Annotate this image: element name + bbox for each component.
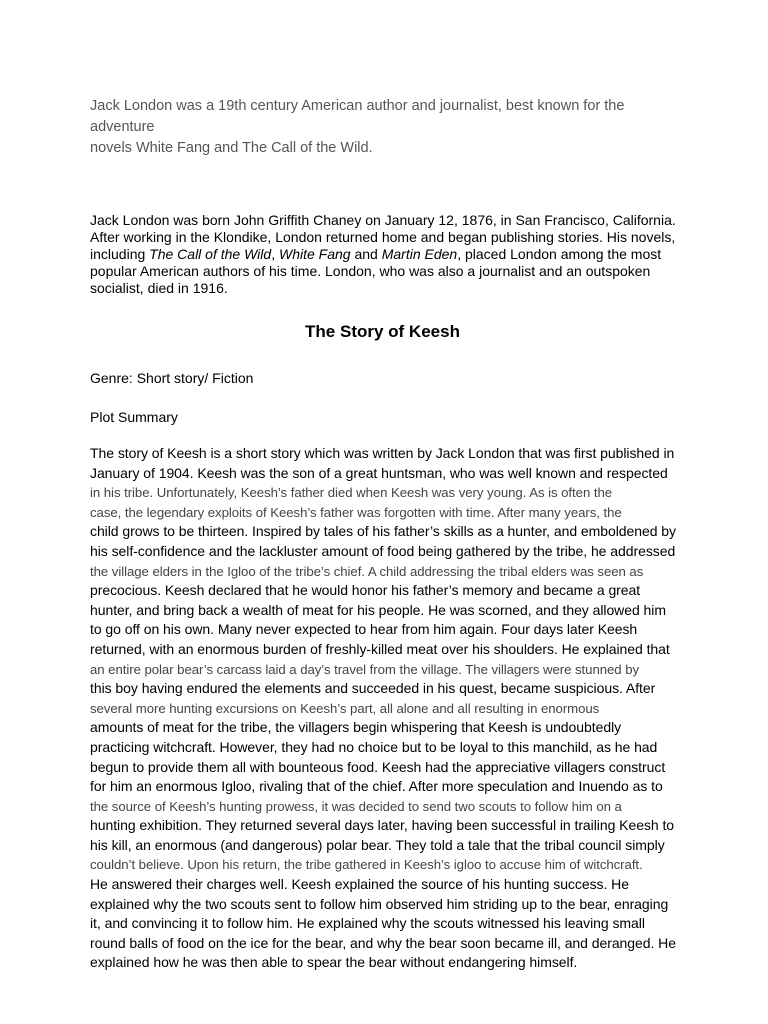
- summary-line: January of 1904. Keesh was the son of a great huntsman, who was well known and respected: [90, 464, 668, 481]
- summary-line: amounts of meat for the tribe, the villagers begin whispering that Keesh is undoubtedly: [90, 719, 622, 736]
- bio-line: popular American authors of his time. London, who was also a journalist and an outspoken: [90, 263, 651, 279]
- bio-text: including: [90, 246, 150, 262]
- summary-line: for him an enormous Igloo, rivaling that of the chief. After more speculation and Inuendo as to: [90, 778, 663, 795]
- summary-line: an entire polar bear’s carcass laid a day’s travel from the village. The villagers were stunned by: [90, 661, 640, 677]
- book-title: The Call of the Wild: [149, 246, 272, 262]
- summary-line: practicing witchcraft. However, they had no choice but to be loyal to this manchild, as he had: [90, 738, 658, 755]
- book-title: White Fang: [278, 246, 351, 262]
- summary-line: precocious. Keesh declared that he would honor his father’s memory and became a great: [90, 582, 641, 599]
- summary-line: to go off on his own. Many never expected to hear from him again. Four days later Keesh: [90, 621, 638, 638]
- summary-line: The story of Keesh is a short story which was written by Jack London that was first published in: [90, 445, 675, 461]
- summary-line: child grows to be thirteen. Inspired by tales of his father’s skills as a hunter, and emboldened by: [90, 523, 676, 540]
- summary-line: round balls of food on the ice for the bear, and why the bear soon became ill, and deranged. He: [90, 934, 676, 951]
- summary-line: hunter, and bring back a wealth of meat for his people. He was scorned, and they allowed him: [90, 601, 666, 618]
- plot-summary-heading: Plot Summary: [90, 409, 178, 425]
- summary-line: it, and convincing it to follow him. He explained why the scouts witnessed his leaving small: [90, 915, 645, 932]
- summary-line: his kill, an enormous (and dangerous) polar bear. They told a tale that the tribal council simply: [90, 836, 665, 853]
- story-title: The Story of Keesh: [305, 322, 460, 341]
- bio-line: After working in the Klondike, London returned home and began publishing stories. His novels,: [90, 229, 676, 245]
- summary-line: explained how he was then able to spear the bear without endangering himself.: [90, 954, 578, 971]
- summary-line: this boy having endured the elements and succeeded in his quest, became suspicious. After: [90, 680, 656, 697]
- document-page: [90, 96, 685, 973]
- intro-paragraph: [90, 96, 685, 159]
- bio-line: [90, 246, 685, 263]
- bio-line: Jack London was born John Griffith Chaney on January 12, 1876, in San Francisco, California.: [90, 212, 676, 228]
- summary-line: He answered their charges well. Keesh explained the source of his hunting success. He: [90, 876, 629, 893]
- intro-line: novels White Fang and The Call of the Wild.: [90, 140, 373, 156]
- bio-text: , placed London among the most: [457, 246, 662, 262]
- summary-line: hunting exhibition. They returned several days later, having been successful in trailing Keesh to: [90, 817, 675, 834]
- intro-line: Jack London was a 19th century American author and journalist, best known for the adventure: [90, 98, 625, 135]
- summary-line: explained why the two scouts sent to follow him observed him striding up to the bear, enraging: [90, 895, 669, 912]
- summary-line: his self-confidence and the lackluster amount of food being gathered by the tribe, he addressed: [90, 542, 676, 559]
- summary-line: the village elders in the Igloo of the tribe’s chief. A child addressing the tribal elders was seen as: [90, 563, 644, 579]
- genre-line: Genre: Short story/ Fiction: [90, 370, 254, 386]
- plot-summary-body: [90, 444, 680, 973]
- summary-line: the source of Keesh’s hunting prowess, it was decided to send two scouts to follow him on a: [90, 798, 622, 814]
- summary-line: couldn’t believe. Upon his return, the tribe gathered in Keesh’s igloo to accuse him of witchcraft.: [90, 857, 643, 873]
- biography-paragraph: [90, 212, 685, 297]
- book-title: Martin Eden: [381, 246, 458, 262]
- summary-line: begun to provide them all with bounteous food. Keesh had the appreciative villagers construct: [90, 758, 666, 775]
- bio-text: ,: [271, 246, 279, 262]
- summary-line: returned, with an enormous burden of freshly-killed meat over his shoulders. He explained that: [90, 640, 670, 657]
- bio-text: and: [350, 246, 382, 262]
- summary-line: several more hunting excursions on Keesh’s part, all alone and all resulting in enormous: [90, 700, 600, 716]
- summary-line: in his tribe. Unfortunately, Keesh’s father died when Keesh was very young. As is often the: [90, 485, 613, 501]
- bio-line: socialist, died in 1916.: [90, 280, 228, 296]
- summary-line: case, the legendary exploits of Keesh’s father was forgotten with time. After many years, the: [90, 504, 622, 520]
